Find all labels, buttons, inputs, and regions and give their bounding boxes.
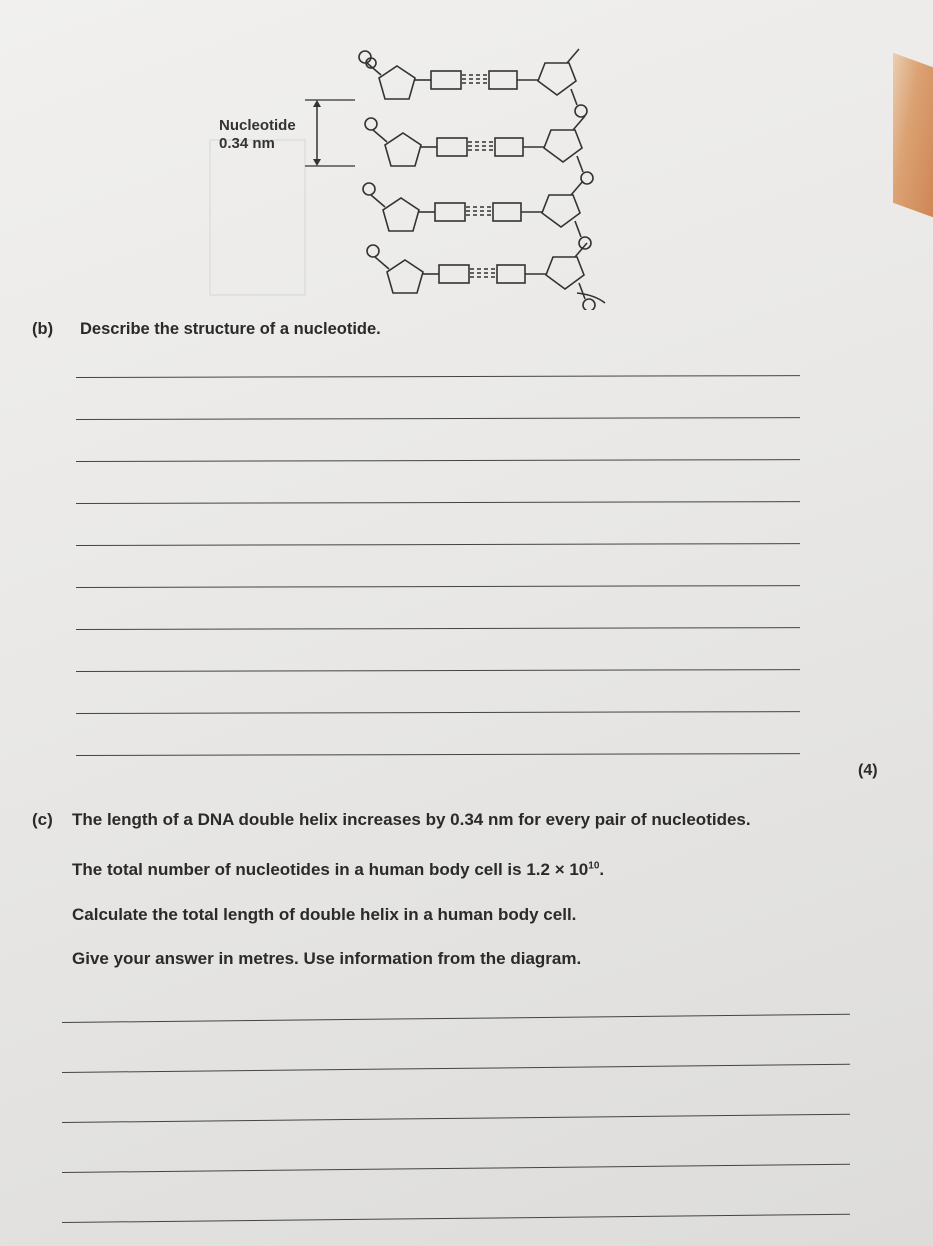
dimension-arrow-top bbox=[313, 100, 321, 107]
answer-line-b-9[interactable] bbox=[76, 711, 800, 714]
phosphate-link-right bbox=[571, 89, 577, 105]
sugar-phosphate-bond-left bbox=[375, 257, 389, 269]
phosphate-circle-left bbox=[363, 183, 375, 195]
answer-line-b-7[interactable] bbox=[76, 627, 800, 630]
part-c-number: 1.2 × 10 bbox=[526, 860, 589, 879]
dimension-arrow-bottom bbox=[313, 159, 321, 166]
sugar-pentagon-right bbox=[546, 257, 584, 289]
answer-line-b-10[interactable] bbox=[76, 753, 800, 756]
base-right bbox=[497, 265, 525, 283]
answer-line-b-4[interactable] bbox=[76, 501, 800, 504]
part-c-line1: The length of a DNA double helix increases by 0.34 nm for every pair of nucleotides. bbox=[72, 810, 751, 829]
answer-line-b-1[interactable] bbox=[76, 375, 800, 378]
base-left bbox=[439, 265, 469, 283]
phosphate-link-right bbox=[575, 221, 581, 237]
strand-end bbox=[577, 293, 605, 303]
sugar-phosphate-bond-right bbox=[575, 243, 587, 257]
base-left bbox=[431, 71, 461, 89]
sugar-phosphate-bond-left bbox=[367, 63, 381, 75]
answer-line-c-5[interactable] bbox=[62, 1214, 850, 1224]
part-c-line2-suffix: . bbox=[599, 860, 605, 879]
phosphate-link-right bbox=[579, 283, 585, 299]
part-b-question: Describe the structure of a nucleotide. bbox=[80, 320, 381, 338]
part-c-line2-prefix: The total number of nucleotides in a human body cell is bbox=[72, 860, 527, 879]
sugar-phosphate-bond-right bbox=[571, 181, 583, 195]
sugar-phosphate-bond-left bbox=[371, 195, 385, 207]
base-right bbox=[495, 138, 523, 156]
base-right bbox=[493, 203, 521, 221]
phosphate-circle-left bbox=[367, 245, 379, 257]
part-c-line3: Calculate the total length of double helix in a human body cell. bbox=[72, 905, 577, 924]
phosphate-circle-right bbox=[583, 299, 595, 310]
part-c-exponent: 10 bbox=[588, 860, 600, 872]
base-left bbox=[437, 138, 467, 156]
phosphate-link-right bbox=[577, 156, 583, 172]
part-c-label: (c) bbox=[32, 810, 53, 829]
sugar-phosphate-bond-left bbox=[373, 130, 387, 142]
nucleotide-length-label: 0.34 nm bbox=[219, 135, 275, 152]
dna-diagram bbox=[205, 45, 625, 310]
answer-line-c-1[interactable] bbox=[62, 1014, 850, 1024]
answer-line-c-3[interactable] bbox=[62, 1114, 850, 1124]
phosphate-circle-left bbox=[365, 118, 377, 130]
sugar-pentagon-right bbox=[542, 195, 580, 227]
sugar-pentagon-left bbox=[379, 66, 415, 99]
desk-edge bbox=[893, 53, 933, 218]
answer-line-c-2[interactable] bbox=[62, 1064, 850, 1074]
answer-line-b-8[interactable] bbox=[76, 669, 800, 672]
sugar-phosphate-bond-right bbox=[567, 49, 579, 63]
part-c-line4: Give your answer in metres. Use information from the diagram. bbox=[72, 949, 582, 968]
sugar-phosphate-bond-right bbox=[573, 116, 585, 130]
part-b-marks: (4) bbox=[858, 762, 878, 779]
base-right bbox=[489, 71, 517, 89]
sugar-pentagon-left bbox=[383, 198, 419, 231]
answer-line-c-4[interactable] bbox=[62, 1164, 850, 1174]
part-c-line2 bbox=[72, 860, 604, 880]
nucleotide-rows bbox=[359, 49, 605, 310]
label-box bbox=[210, 140, 305, 295]
phosphate-circle-right bbox=[575, 105, 587, 117]
sugar-pentagon-left bbox=[387, 260, 423, 293]
answer-line-b-3[interactable] bbox=[76, 459, 800, 462]
answer-line-b-5[interactable] bbox=[76, 543, 800, 546]
nucleotide-label: Nucleotide bbox=[219, 117, 296, 134]
phosphate-circle-right bbox=[579, 237, 591, 249]
phosphate-circle-left bbox=[359, 51, 371, 63]
dna-structure-svg bbox=[205, 45, 625, 310]
sugar-pentagon-right bbox=[544, 130, 582, 162]
answer-line-b-6[interactable] bbox=[76, 585, 800, 588]
part-b-label: (b) bbox=[32, 320, 54, 338]
sugar-pentagon-right bbox=[538, 63, 576, 95]
base-left bbox=[435, 203, 465, 221]
answer-line-b-2[interactable] bbox=[76, 417, 800, 420]
sugar-pentagon-left bbox=[385, 133, 421, 166]
